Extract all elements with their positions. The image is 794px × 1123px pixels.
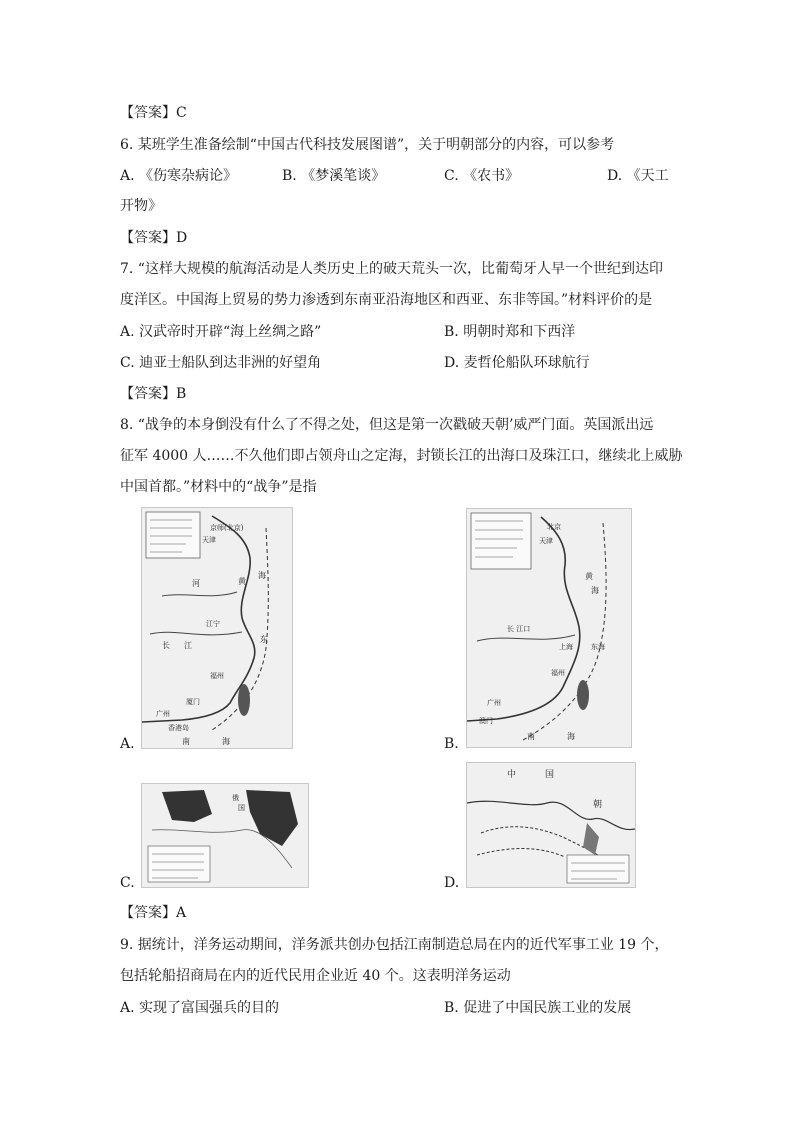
question-9-line1: 9. 据统计，洋务运动期间，洋务派共创办包括江南制造总局在内的近代军事工业 19 个， (120, 937, 669, 953)
q7-option-b: B. 明朝时郑和下西洋 (444, 324, 576, 340)
q8-option-c-label: C. (120, 875, 135, 891)
map-b-label-south: 南 (527, 732, 535, 741)
map-b-label-guangzhou: 广州 (487, 699, 501, 707)
map-b-label-shanghai: 上海 (559, 643, 573, 651)
map-c-legend (148, 846, 210, 882)
map-a-label-xiamen: 厦门 (186, 698, 200, 706)
map-a-legend (146, 512, 200, 558)
map-c-label-guo: 国 (238, 804, 245, 812)
map-b-label-fuzhou: 福州 (551, 669, 565, 677)
map-d-peninsula (583, 823, 599, 855)
question-7-line2: 度洋区。中国海上贸易的势力渗透到东南亚沿海地区和西亚、东非等国。”材料评价的是 (120, 292, 653, 308)
map-a-label-jiangning: 江宁 (206, 620, 220, 628)
map-a-drawing (142, 508, 292, 748)
q6-option-b: B. 《梦溪笔谈》 (282, 168, 386, 184)
q6-option-c: C. 《农书》 (444, 168, 520, 184)
map-a-label-east: 东 (260, 635, 268, 644)
map-a-label-tianjin: 天津 (202, 536, 216, 544)
q9-option-a: A. 实现了富国强兵的目的 (120, 1000, 280, 1016)
question-7-line1: 7. “这样大规模的航海活动是人类历史上的破天荒头一次，比葡萄牙人早一个世纪到达印 (120, 261, 663, 277)
map-b-label-sea2: 海 (567, 732, 575, 741)
map-c-label-e: 俄 (232, 794, 239, 802)
map-a-label-fuzhou: 福州 (210, 672, 224, 680)
map-d-label-chao: 朝 (593, 800, 603, 810)
question-6-stem: 6. 某班学生准备绘制“中国古代科技发展图谱”，关于明朝部分的内容，可以参考 (120, 137, 615, 153)
q6-option-a: A. 《伤寒杂病论》 (120, 168, 238, 184)
map-c-drawing (142, 784, 308, 887)
map-option-a (141, 507, 293, 749)
map-b-label-huang: 黄 (585, 572, 593, 581)
map-a-label-beijing: 京师(北京) (210, 524, 244, 532)
map-a-yellow-river (162, 592, 237, 596)
map-b-label-donghai: 东海 (591, 643, 605, 651)
map-d-drawing (467, 763, 635, 887)
map-d-label-guo: 国 (545, 770, 555, 780)
map-a-label-hongkong: 香港岛 (168, 724, 189, 732)
map-c-shaded-territory-west (162, 790, 212, 822)
map-option-b (466, 508, 632, 748)
q9-option-b: B. 促进了中国民族工业的发展 (444, 1000, 632, 1016)
map-b-label-tianjin: 天津 (539, 537, 553, 545)
q7-option-d: D. 麦哲伦船队环球航行 (444, 355, 590, 371)
map-a-label-chang: 长 (162, 641, 170, 650)
question-8-line3: 中国首都。”材料中的“战争”是指 (120, 479, 317, 495)
map-b-label-macau: 澳门 (479, 717, 493, 725)
map-b-label-sea1: 海 (591, 586, 599, 595)
q8-option-d-label: D. (444, 875, 460, 891)
q8-option-a-label: A. (120, 736, 135, 752)
answer-q5: 【答案】C (120, 105, 187, 121)
map-a-label-jiang: 江 (184, 641, 192, 650)
q6-option-d-continued: 开物》 (120, 198, 162, 214)
map-b-drawing (467, 509, 631, 747)
question-8-line1: 8. “战争的本身倒没有什么了不得之处，但这是第一次戳破天朝’威严门面。英国派出远 (120, 417, 654, 433)
map-a-label-south: 南 (182, 737, 190, 746)
map-a-label-river: 河 (192, 579, 200, 588)
question-8-line2: 征军 4000 人……不久他们即占领舟山之定海，封锁长江的出海口及珠江口，继续北上威胁 (120, 448, 683, 464)
answer-q6: 【答案】D (120, 230, 188, 246)
q7-option-c: C. 迪亚士船队到达非洲的好望角 (120, 355, 322, 371)
map-a-label-guangzhou: 广州 (156, 710, 170, 718)
map-b-route (521, 523, 606, 741)
map-b-label-beijing: 北京 (547, 523, 561, 531)
q6-option-d: D. 《天工 (607, 168, 669, 184)
answer-q8: 【答案】A (120, 905, 187, 921)
q7-option-a: A. 汉武帝时开辟“海上丝绸之路” (120, 324, 322, 340)
map-a-yangtze (150, 632, 242, 635)
map-b-yangtze (477, 635, 575, 641)
map-a-label-sea2: 海 (222, 737, 230, 746)
map-option-c (141, 783, 309, 888)
answer-q7: 【答案】B (120, 386, 187, 402)
map-a-taiwan (238, 684, 250, 716)
map-b-label-changjiangkou: 长 江口 (507, 625, 531, 633)
map-a-label-huang: 黄 (238, 577, 246, 586)
map-d-label-zhong: 中 (507, 770, 517, 780)
q8-option-b-label: B. (444, 736, 459, 752)
question-9-line2: 包括轮船招商局在内的近代民用企业近 40 个。这表明洋务运动 (120, 968, 511, 984)
map-a-label-sea1: 海 (258, 571, 266, 580)
map-b-taiwan (577, 680, 589, 710)
map-c-shaded-territory-east (246, 790, 298, 846)
map-d-coastline (467, 801, 635, 829)
map-option-d (466, 762, 636, 888)
map-b-legend (471, 513, 531, 569)
map-d-route-2 (477, 849, 565, 858)
